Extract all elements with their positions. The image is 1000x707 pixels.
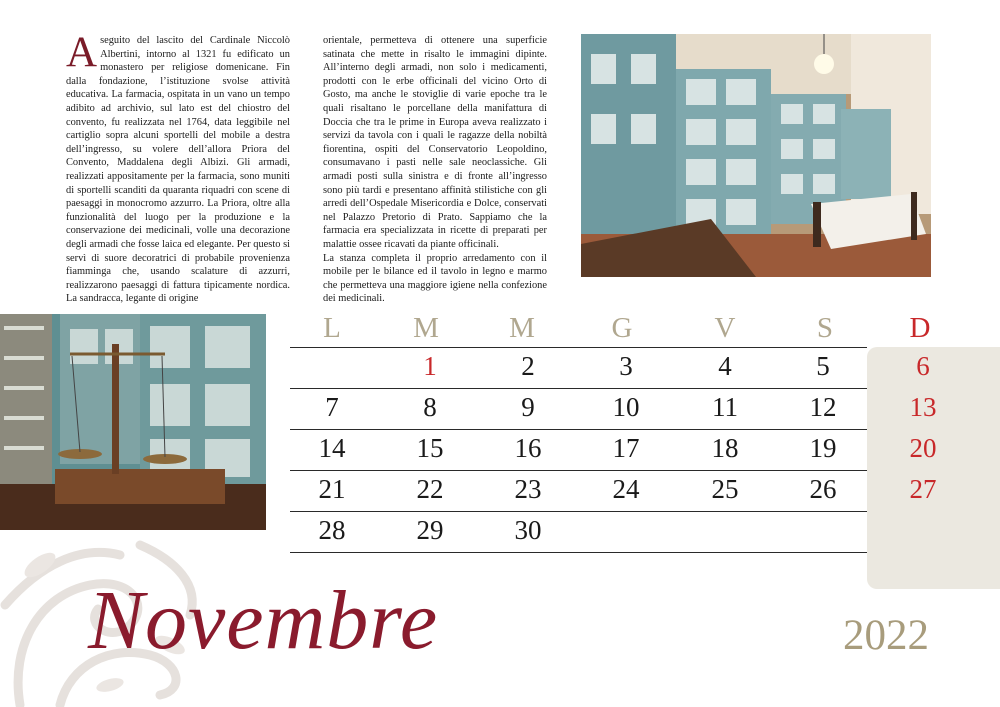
weekday-header: G — [611, 312, 633, 344]
day-cell: 11 — [712, 392, 738, 422]
day-cell: 5 — [816, 351, 830, 381]
weekday-header: L — [323, 312, 341, 344]
day-cell: 18 — [711, 433, 739, 463]
day-cell-sunday: 6 — [916, 351, 930, 381]
week-divider — [290, 511, 867, 512]
day-cell: 8 — [423, 392, 437, 422]
day-cell: 24 — [612, 474, 640, 504]
weekday-header: M — [509, 312, 535, 344]
balance-scale-photo — [0, 314, 266, 530]
day-cell: 16 — [514, 433, 542, 463]
day-cell: 21 — [318, 474, 346, 504]
week-row — [290, 347, 950, 388]
day-cell-sunday: 20 — [909, 433, 937, 463]
day-cell: 23 — [514, 474, 542, 504]
day-cell: 17 — [612, 433, 640, 463]
article-paragraph-3: La stanza completa il proprio arredamento con il mobile per le bilance ed il tavolo in legno e marmo che permetteva una maggiore igiene nella confezione dei medicinali. — [323, 252, 547, 305]
day-cell: 10 — [612, 392, 640, 422]
pharmacy-room-photo — [581, 34, 931, 277]
day-cell: 28 — [318, 515, 346, 545]
day-cell: 2 — [521, 351, 535, 381]
day-cell-sunday: 27 — [909, 474, 937, 504]
week-row — [290, 511, 950, 552]
weekday-header: M — [413, 312, 439, 344]
article-paragraph-2: orientale, permetteva di ottenere una superficie satinata che mette in risalto le immagini dipinte. All’interno degli armadi, non solo i medicamenti, prodotti con le erbe officinali del vicino Orto di Gosto, ma anche le stoviglie di varie epoche tra le quali risaltano le porcellane della manifattura di Doccia che tra le prime in Europa aveva realizzato i servizi da tavola con i quali le ragazze della nobiltà fiorentina, ospiti del Conservatorio Leopoldino, consumavano i pasti nelle sale neoclassiche. Gli armadi posti sulla sinistra e di fronte all’ingresso sono più tardi e presentano affinità stilistiche con gli arredi dell’Ospedale Misericordia e Dolce, conservati nel Palazzo Pretorio di Prato. Sappiamo che la farmacia era specializzata in ricette di preparati per malattie ossee ricavati da piante officinali. — [323, 35, 547, 250]
day-cell: 25 — [711, 474, 739, 504]
weekday-header-row — [290, 312, 950, 346]
weekday-header: V — [714, 312, 736, 344]
week-divider — [290, 429, 867, 430]
day-cell: 26 — [809, 474, 837, 504]
day-cell: 14 — [318, 433, 346, 463]
weekday-header-sunday: D — [909, 312, 931, 344]
weekday-header: S — [816, 312, 834, 344]
week-row — [290, 470, 950, 511]
week-divider — [290, 347, 867, 348]
day-cell-sunday: 13 — [909, 392, 937, 422]
week-divider-bottom — [290, 552, 867, 553]
day-cell: 19 — [809, 433, 837, 463]
drop-cap: A — [66, 29, 98, 76]
week-row — [290, 429, 950, 470]
day-cell: 7 — [325, 392, 339, 422]
day-cell: 12 — [809, 392, 837, 422]
day-cell: 22 — [416, 474, 444, 504]
article-text-column-1 — [66, 29, 290, 306]
month-title: Novembre — [88, 574, 439, 667]
year-label: 2022 — [843, 612, 929, 659]
day-cell: 15 — [416, 433, 444, 463]
day-cell: 9 — [521, 392, 535, 422]
day-cell: 4 — [718, 351, 732, 381]
article-paragraph-1: seguito del lascito del Cardinale Niccolò Albertini, intorno al 1321 fu edificato un monastero per religiose domenicane. Fin dalla fondazione, l’istituzione svolse attività educativa. La farmacia, ospitata in un vano un tempo adibito ad archivio, sul lato est del chiostro del convento, fu realizzata nel 1764, data leggibile nel cartiglio sopra alcuni sportelli del mobile a destra dell’ingresso, su volere dell’allora Priora del Convento, Maddalena degli Albizi. Gli armadi, realizzati appositamente per la farmacia, sono muniti di sportelli scanditi da quaranta riquadri con scene di paesaggi in monocromo azzurro. La Priora, oltre alla funzionalità del luogo per la produzione e la conservazione dei medicinali, volle una decorazione degli armadi che fosse laica ed elegante. Per questo si servì di suore decoratrici di probabile provenienza fiamminga che, usando scalature di azzurri, realizzarono paesaggi di fattura tipicamente nordica. La sandracca, legante di origine — [66, 35, 290, 305]
day-cell: 3 — [619, 351, 633, 381]
day-cell: 30 — [514, 515, 542, 545]
day-cell-holiday: 1 — [423, 351, 437, 381]
week-row — [290, 388, 950, 429]
day-cell: 29 — [416, 515, 444, 545]
article-text-column-2 — [323, 34, 547, 306]
week-divider — [290, 470, 867, 471]
week-divider — [290, 388, 867, 389]
